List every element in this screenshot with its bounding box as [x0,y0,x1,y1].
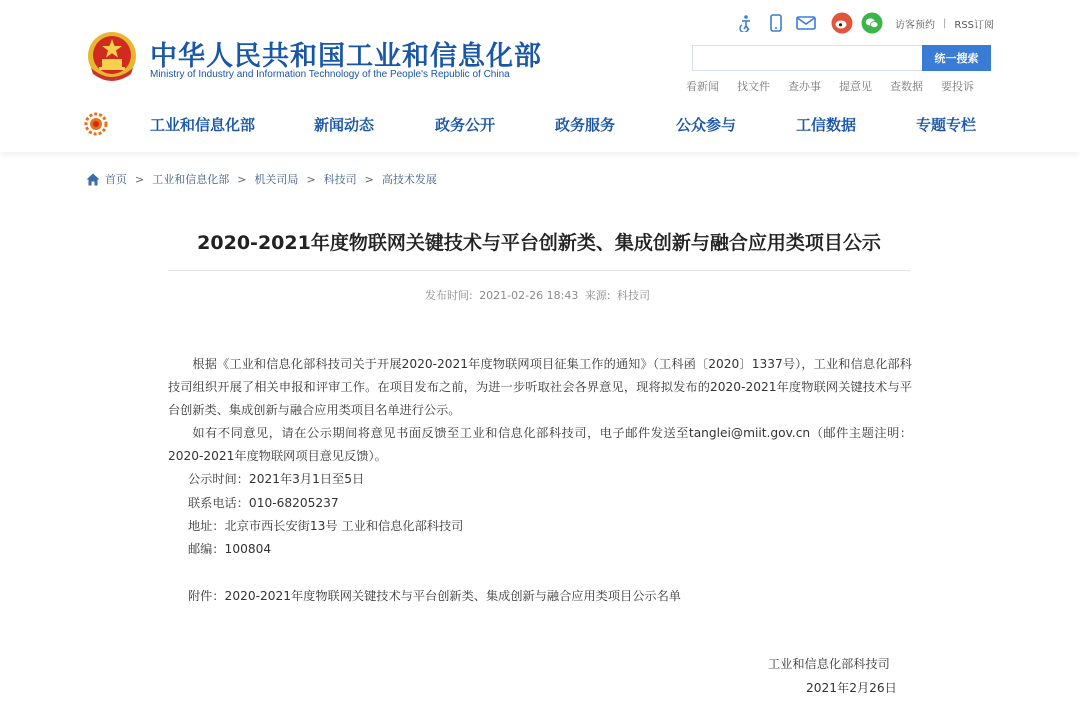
weibo-icon[interactable] [831,12,853,34]
breadcrumb-separator: > [306,172,316,186]
mail-icon[interactable] [795,12,817,34]
publish-time: 2021-02-26 18:43 [479,289,579,302]
paragraph-intro: 根据《工业和信息化部科技司关于开展2020-2021年度物联网项目征集工作的通知》（工科函〔2020〕1337号），工业和信息化部科技司组织开展了相关申报和评审工作。在项目发布之前，为进一步听取社会各界意见，现将拟发布的2020-2021年度物联网关键技术与平台创新类、集成创新与融合应用类项目名单进行公示。 [168,357,912,417]
breadcrumb-ministry[interactable]: 工业和信息化部 [152,173,230,186]
notice-time: 公示时间：2021年3月1日至5日 [188,472,365,486]
source-label: 来源: [584,289,611,302]
nav-item-data[interactable]: 工信数据 [796,116,857,134]
breadcrumb-separator: > [364,172,374,186]
site-title[interactable]: 中华人民共和国工业和信息化部 [150,41,542,72]
article-meta [168,287,910,303]
attachment-link[interactable]: 附件：2020-2021年度物联网关键技术与平台创新类、集成创新与融合应用类项目公示名单 [188,589,681,603]
signature: 工业和信息化部科技司 [768,657,890,671]
breadcrumb-tech-dept[interactable]: 科技司 [323,173,357,186]
nav-item-public-participation[interactable]: 公众参与 [676,116,737,134]
site-header [0,0,1080,152]
national-emblem-icon[interactable] [85,30,139,84]
unified-search-button[interactable]: 统一搜索 [922,45,991,71]
publish-time-label: 发布时间: [424,289,473,302]
title-divider [168,270,910,271]
breadcrumb-high-tech[interactable]: 高技术发展 [381,173,437,186]
article-body [168,353,912,468]
contact-phone: 联系电话：010-68205237 [188,496,339,510]
postcode: 邮编：100804 [188,542,272,556]
wechat-icon[interactable] [861,12,883,34]
signature-date: 2021年2月26日 [806,681,897,695]
nav-item-ministry[interactable]: 工业和信息化部 [150,116,256,134]
visitor-appointment-link[interactable]: 访客预约 [895,19,935,31]
breadcrumb [86,171,437,187]
paragraph-feedback: 如有不同意见，请在公示期间将意见书面反馈至工业和信息化部科技司，电子邮件发送至tanglei@miit.gov.cn（邮件主题注明：2020-2021年度物联网项目意见反馈）。 [168,426,912,463]
gear-logo-icon[interactable] [84,112,108,136]
utility-bar [735,12,994,34]
breadcrumb-separator: > [237,172,247,186]
util-separator: | [943,17,947,29]
source: 科技司 [617,289,651,302]
quick-link-data[interactable]: 查数据 [890,80,923,93]
nav-item-gov-affairs[interactable]: 政务公开 [435,116,496,134]
nav-item-gov-services[interactable]: 政务服务 [555,116,616,134]
breadcrumb-separator: > [135,172,145,186]
mobile-icon[interactable] [765,12,787,34]
breadcrumb-departments[interactable]: 机关司局 [254,173,299,186]
quick-link-feedback[interactable]: 提意见 [839,80,872,93]
quick-links [686,78,992,94]
quick-link-files[interactable]: 找文件 [737,80,770,93]
contact-address: 地址：北京市西长安街13号 工业和信息化部科技司 [188,519,464,533]
main-nav [0,111,1080,137]
accessibility-icon[interactable] [735,12,757,34]
nav-item-topics[interactable]: 专题专栏 [916,116,977,134]
home-icon[interactable] [86,173,100,186]
quick-link-news[interactable]: 看新闻 [686,80,719,93]
search-input[interactable] [692,45,922,71]
quick-link-services[interactable]: 查办事 [788,80,821,93]
article-title: 2020-2021年度物联网关键技术与平台创新类、集成创新与融合应用类项目公示 [197,232,881,254]
rss-link[interactable]: RSS订阅 [954,19,995,31]
site-subtitle: Ministry of Industry and Information Technology of the People's Republic of China [150,69,510,80]
nav-item-news[interactable]: 新闻动态 [314,116,375,134]
breadcrumb-home[interactable]: 首页 [105,173,127,186]
quick-link-complaint[interactable]: 要投诉 [941,80,974,93]
